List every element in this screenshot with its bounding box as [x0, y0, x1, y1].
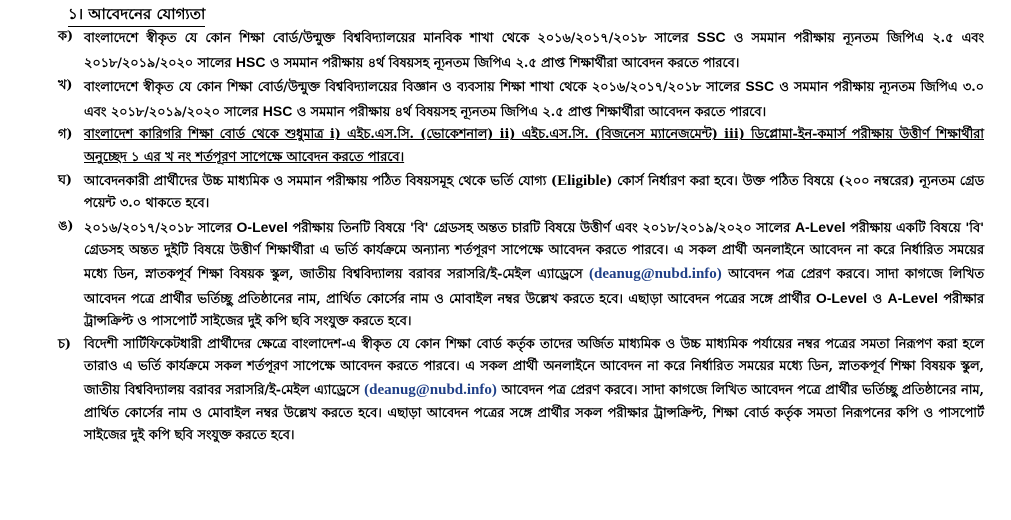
- text-segment: বাংলাদেশ কারিগরি শিক্ষা বোর্ড থেকে শুধুমাত্র i) এইচ.এস.সি. (ভোকেশনাল) ii) এইচ.এস.সি. (বিজনেস ম্যানেজমেন্ট) iii) ডিপ্লোমা-ইন-কমার্স পরীক্ষায় উত্তীর্ণ শিক্ষার্থীরা অনুচ্ছেদ ১ এর খ নং শর্তপূরণ সাপেক্ষে আবেদন করতে পারবে।: [84, 127, 984, 165]
- item-marker: খ): [58, 78, 73, 94]
- section-heading: [68, 4, 1011, 26]
- email-address: (deanug@nubd.info): [364, 381, 497, 398]
- exam-name: SSC: [745, 78, 775, 95]
- text-segment: বাংলাদেশে স্বীকৃত যে কোন শিক্ষা বোর্ড/উন্মুক্ত বিশ্ববিদ্যালয়ের মানবিক শাখা থেকে ২০১৬/২০১৭/২০১৮ সালের: [84, 31, 697, 46]
- text-segment: বিদেশী সার্টিফিকেটধারী প্রার্থীদের ক্ষেত্রে বাংলাদেশ-এ স্বীকৃত যে কোন শিক্ষা বোর্ড কর্তৃক তাদের অর্জিত মাধ্যমিক ও উচ্চ মাধ্যমিক পর্যায়ের নম্বর পত্রের সমতা নিরূপণ করা হলে তারাও এ ভর্তি কার্যক্রমে সকল শর্তপূরণ সাপেক্ষে আবেদন করতে পারবে। এ সকল প্রার্থী অনলাইনে আবেদন না করে নির্ধারিত সময়ের মধ্যে ডিন, স্নাতকপূর্ব শিক্ষা বিষয়ক স্কুল, জাতীয় বিশ্ববিদ্যালয় বরাবর সরাসরি/ই-মেইল এ্যাড্রেসে: [84, 336, 984, 398]
- text-segment: ও: [867, 291, 888, 307]
- text-segment: ) কোর্স নির্ধারণ করা হবে। উক্ত পঠিত বিষয়ে (২০০ নম্বরের) ন্যূনতম গ্রেড পয়েন্ট ৩.০ থাকতে হবে।: [84, 173, 984, 212]
- text-segment: আবেদন পত্র প্রেরণ করবে। সাদা কাগজে লিখিত আবেদন পত্রে প্রার্থীর ভর্তিচ্ছু প্রতিষ্ঠানের নাম, প্রার্থিত কোর্সের নাম ও মোবাইল নম্বর উল্লেখ করতে হবে। এছাড়া আবেদন পত্রের সঙ্গে প্রার্থীর সকল পরীক্ষার ট্রান্সক্রিপ্ট, শিক্ষা বোর্ড কর্তৃক সমতা নিরূপনের কপি ও পাসপোর্ট সাইজের দুই কপি ছবি সংযুক্ত করতে হবে।: [84, 382, 984, 444]
- item-ga: [0, 124, 1011, 169]
- text-segment: ও সমমান পরীক্ষায় ন্যূনতম জিপিএ ৩.০ এবং ২০১৮/২০১৯/২০২০ সালের: [84, 80, 984, 120]
- exam-name: A-Level: [794, 218, 846, 235]
- item-text: [84, 26, 984, 75]
- text-segment: পরীক্ষায় তিনটি বিষয়ে 'বি' গ্রেডসহ অন্তত চারটি বিষয়ে উত্তীর্ণ এবং ২০১৮/২০১৯/২০২০ সালের: [287, 220, 795, 236]
- item-umo: [0, 216, 1011, 334]
- item-text: [84, 216, 984, 334]
- text-segment: বাংলাদেশে স্বীকৃত যে কোন শিক্ষা বোর্ড/উন্মুক্ত বিশ্ববিদ্যালয়ের বিজ্ঞান ও ব্যবসায় শিক্ষা শাখা থেকে ২০১৬/২০১৭/২০১৮ সালের: [84, 80, 746, 96]
- text-segment: আবেদনকারী প্রার্থীদের উচ্চ মাধ্যমিক ও সমমান পরীক্ষায় পঠিত বিষয়সমূহ থেকে ভর্তি যোগ্য (: [84, 173, 558, 189]
- exam-name: HSC: [262, 102, 293, 119]
- item-marker: গ): [58, 127, 73, 143]
- exam-name: A-Level: [887, 289, 939, 306]
- item-text: [84, 334, 984, 448]
- item-text: [84, 170, 984, 216]
- item-marker: ঙ): [58, 218, 74, 234]
- item-kha: [0, 75, 1011, 124]
- term-eligible: Eligible: [557, 172, 607, 189]
- text-segment: আবেদন পত্র প্রেরণ করবে। সাদা কাগজে লিখিত আবেদন পত্রে প্রার্থীর ভর্তিচ্ছু প্রতিষ্ঠানের নাম, প্রার্থিত কোর্সের নাম ও মোবাইল নম্বর উল্লেখ করতে হবে। এছাড়া আবেদন পত্রের সঙ্গে প্রার্থীর: [84, 266, 984, 307]
- text-segment: ও সমমান পরীক্ষায় ৪র্থ বিষয়সহ ন্যূনতম জিপিএ ২.৫ প্রাপ্ত শিক্ষার্থীরা আবেদন করতে পারবে।: [265, 55, 740, 71]
- item-marker: ঘ): [58, 172, 72, 188]
- text-segment: ও সমমান পরীক্ষায় ৪র্থ বিষয়সহ ন্যূনতম জিপিএ ২.৫ প্রাপ্ত শিক্ষার্থীরা আবেদন করতে পারবে।: [292, 104, 767, 120]
- eligibility-list: [0, 26, 1011, 448]
- text-segment: ২০১৬/২০১৭/২০১৮ সালের: [84, 220, 237, 236]
- item-marker: চ): [58, 336, 71, 352]
- text-segment: পরীক্ষায় একটি বিষয়ে 'বি' গ্রেডসহ অন্তত দুইটি বিষয়ে উত্তীর্ণ শিক্ষার্থীরা এ ভর্তি কার্যক্রমে অন্যান্য শর্তপূরণ সাপেক্ষে আবেদন করতে পারবে। এ সকল প্রার্থী অনলাইনে আবেদন না করে নির্ধারিত সময়ের মধ্যে ডিন, স্নাতকপূর্ব শিক্ষা বিষয়ক স্কুল, জাতীয় বিশ্ববিদ্যালয় বরাবর সরাসরি/ই-মেইল এ্যাড্রেসে: [84, 220, 984, 282]
- exam-name: HSC: [235, 53, 266, 70]
- item-text: [84, 124, 984, 169]
- email-address: (deanug@nubd.info): [589, 265, 722, 282]
- exam-name: O-Level: [815, 289, 868, 306]
- item-gha: [0, 170, 1011, 216]
- text-segment: ও সমমান পরীক্ষায় ন্যূনতম জিপিএ ২.৫ এবং ২০১৮/২০১৯/২০২০ সালের: [84, 31, 984, 71]
- item-text: [84, 75, 984, 124]
- section-heading-text: ১। আবেদনের যোগ্যতা: [68, 3, 205, 27]
- text-segment: পরীক্ষার ট্রান্সক্রিপ্ট ও পাসপোর্ট সাইজের দুই কপি ছবি সংযুক্ত করতে হবে।: [84, 291, 984, 330]
- item-marker: ক): [58, 29, 74, 44]
- item-ka: [0, 26, 1011, 75]
- exam-name: SSC: [696, 29, 726, 45]
- item-cha: [0, 334, 1011, 448]
- exam-name: O-Level: [236, 218, 288, 235]
